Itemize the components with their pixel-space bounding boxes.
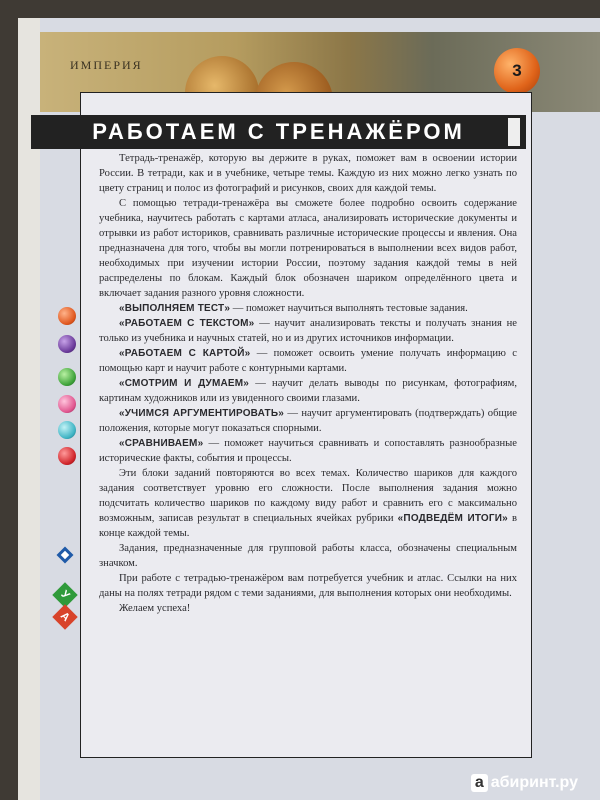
summary-label: «ПОДВЕДЁМ ИТОГИ» — [397, 513, 508, 524]
paragraph — [99, 466, 517, 541]
page-title — [31, 115, 526, 149]
block-label: «ВЫПОЛНЯЕМ ТЕСТ» — [119, 303, 231, 314]
group-work-icon — [55, 545, 75, 565]
banner-map-text: ИМПЕРИЯ — [70, 58, 143, 72]
block-item — [99, 301, 517, 316]
block-text: — поможет научиться сравнивать и сопоставлять разнообразные исторические факты, события и процессы. — [99, 438, 517, 464]
watermark-text: абиринт.ру — [490, 774, 578, 791]
page-number: 3 — [494, 48, 540, 94]
block-label: «УЧИМСЯ АРГУМЕНТИРОВАТЬ» — [119, 408, 284, 419]
block-item — [99, 436, 517, 466]
watermark-logo: а — [471, 774, 488, 792]
block-text: — научит аргументировать (подтверждать) общие положения, которые могут показаться спорными. — [99, 408, 517, 434]
block-item — [99, 316, 517, 346]
ball-icon-purple — [58, 335, 76, 353]
paragraph-text: Эти блоки заданий повторяются во всех темах. Количество шариков для каждого задания соответствует уровню его сложности. После выполнения задания можно подсчитать количество шариков по каждому виду работ и сравнить его с максимально возможным, записав результат в специальных ячейках рубрики — [99, 468, 517, 524]
paragraph: С помощью тетради-тренажёра вы сможете более подробно освоить содержание учебника, научитесь работать с картами атласа, анализировать исторические документы и отрывки из работ историков, сравнивать различные исторические процессы и явления. Она предназначена для того, чтобы вы могли потренироваться в выполнении всех видов работ, необходимых при изучении истории России, поэтому задания каждой темы в ней распределены по блокам. Каждый блок обозначен шариком определённого цвета и включает задания разного уровня сложности. — [99, 198, 517, 299]
block-text: — научит делать выводы по рисункам, фотографиям, картинам художников или из увиденного своими глазами. — [99, 378, 517, 404]
block-label: «РАБОТАЕМ С КАРТОЙ» — [119, 348, 251, 359]
ball-icon-cyan — [58, 421, 76, 439]
ball-icon-pink — [58, 395, 76, 413]
block-text: — поможет научиться выполнять тестовые задания. — [230, 303, 468, 314]
block-label: «СМОТРИМ И ДУМАЕМ» — [119, 378, 250, 389]
block-item — [99, 376, 517, 406]
paragraph: Тетрадь-тренажёр, которую вы держите в руках, поможет вам в освоении истории России. В тетради, как и в учебнике, четыре темы. Каждую из них можно легко узнать по цвету страниц и полос из фотографий и рисунков, своих для каждой темы. — [99, 153, 517, 194]
page-title-text: РАБОТАЕМ С ТРЕНАЖЁРОМ — [92, 119, 465, 144]
paragraph: При работе с тетрадью-тренажёром вам потребуется учебник и атлас. Ссылки на них даны на полях тетради рядом с теми заданиями, для выполнения которых они необходимы. — [99, 573, 517, 599]
block-item — [99, 346, 517, 376]
body-text — [99, 151, 517, 616]
block-text: — поможет освоить умение получать информацию с помощью карт и научит работе с контурными картами. — [99, 348, 517, 374]
block-label: «РАБОТАЕМ С ТЕКСТОМ» — [119, 318, 255, 329]
content-card — [80, 92, 532, 758]
atlas-ref-icon: А — [52, 604, 77, 629]
block-item — [99, 406, 517, 436]
paragraph: Желаем успеха! — [119, 603, 191, 614]
ball-icon-green — [58, 368, 76, 386]
title-accent — [508, 118, 520, 146]
textbook-ref-icon: У — [52, 582, 77, 607]
paragraph: Задания, предназначенные для групповой работы класса, обозначены специальным значком. — [99, 543, 517, 569]
paragraph-text: в конце каждой темы. — [99, 513, 518, 539]
block-label: «СРАВНИВАЕМ» — [119, 438, 204, 449]
block-text: — научит анализировать тексты и получать знания не только из учебника и научных статей, но и из других источников информации. — [99, 318, 517, 344]
ball-icon-orange — [58, 307, 76, 325]
watermark — [471, 774, 578, 792]
ball-icon-red — [58, 447, 76, 465]
